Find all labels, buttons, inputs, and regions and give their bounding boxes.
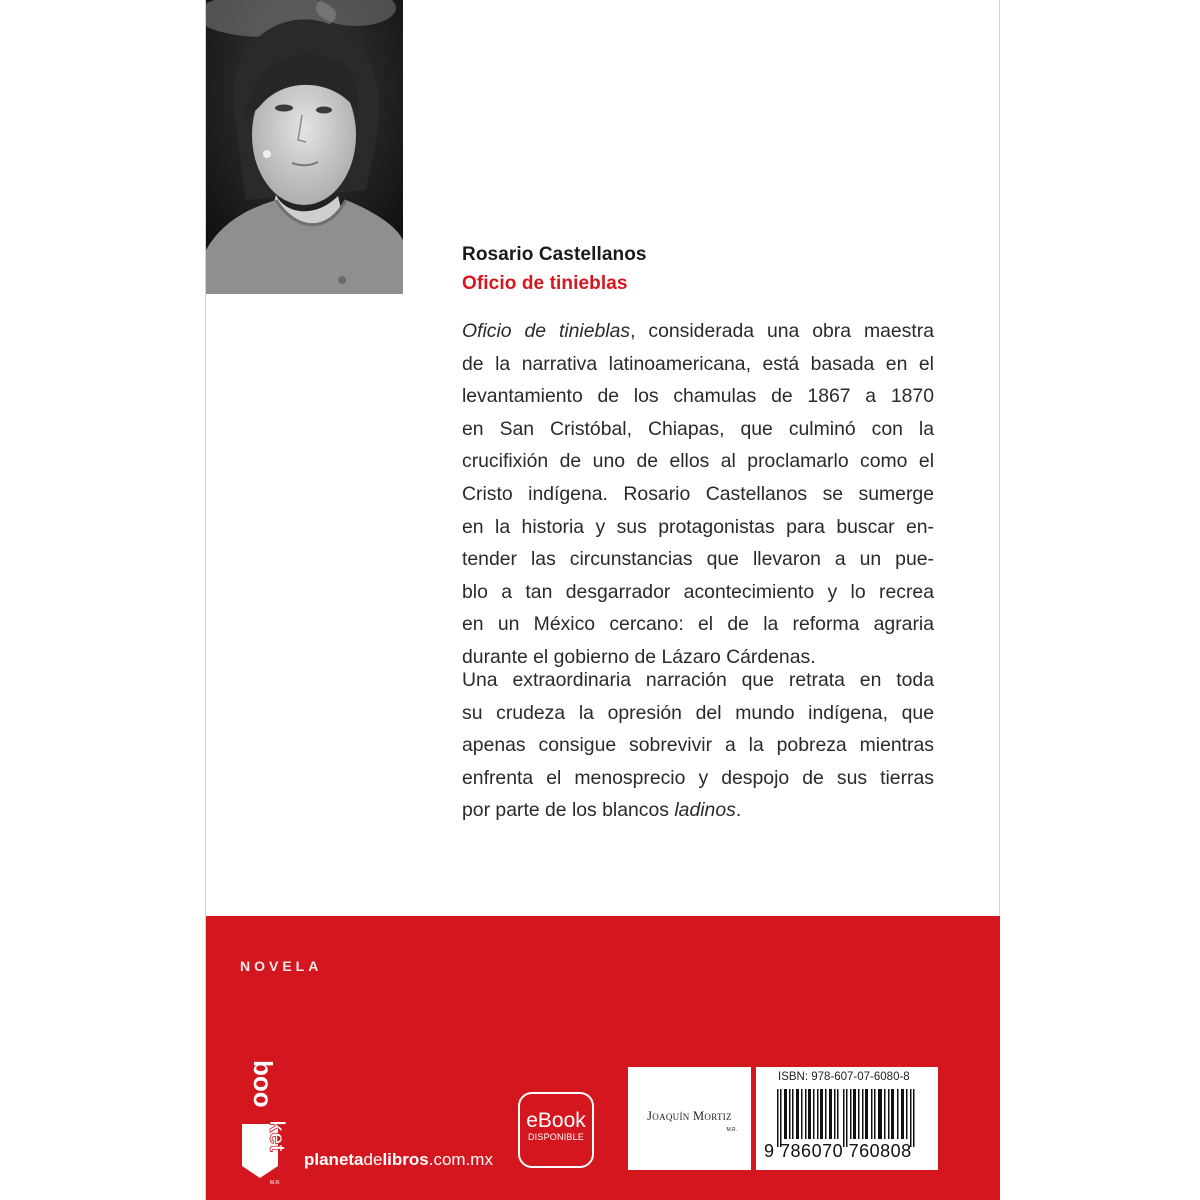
- barcode-icon: [777, 1089, 927, 1147]
- svg-text:boo: boo: [248, 1060, 278, 1108]
- text: .com.mx: [428, 1150, 493, 1169]
- text: 786070: [780, 1141, 844, 1161]
- text: 760808: [848, 1141, 912, 1161]
- synopsis-line: en San Cristóbal, Chiapas, que culminó con la: [462, 417, 934, 440]
- synopsis-line: Una extraordinaria narración que retrata en toda: [462, 669, 934, 691]
- red-footer-band: [206, 916, 1000, 1200]
- synopsis-line: [462, 794, 934, 827]
- synopsis-line: su crudeza la opresión del mundo indígena, que: [462, 701, 934, 724]
- portrait-image: [206, 0, 403, 294]
- synopsis-line: [462, 315, 934, 348]
- book-title: Oficio de tinieblas: [462, 273, 628, 294]
- isbn-label: ISBN: 978-607-07-6080-8: [778, 1071, 910, 1083]
- synopsis-paragraph-2: [462, 664, 934, 827]
- synopsis-paragraph-1: [462, 315, 934, 674]
- svg-text:M.R.: M.R.: [270, 1180, 281, 1186]
- synopsis-line: en la historia y sus protagonistas para buscar en-: [462, 515, 934, 538]
- text: planeta: [304, 1150, 364, 1169]
- ebook-label: eBook: [526, 1109, 586, 1132]
- synopsis-line: tender las circunstancias que llevaron a un pue-: [462, 548, 934, 571]
- text: .: [735, 799, 742, 822]
- website-link[interactable]: [304, 1150, 493, 1170]
- synopsis-line: durante el gobierno de Lázaro Cárdenas.: [462, 645, 816, 668]
- text: libros: [382, 1150, 429, 1169]
- text: 9: [764, 1141, 775, 1161]
- disponible-label: DISPONIBLE: [527, 1132, 585, 1142]
- synopsis-line: levantamiento de los chamulas de 1867 a 1870: [462, 385, 934, 408]
- text: , considerada una obra maestra: [630, 320, 934, 342]
- italic-title: Oficio de tinieblas: [462, 320, 631, 342]
- ebook-available-badge: [518, 1092, 594, 1168]
- svg-text:ket: ket: [265, 1120, 290, 1152]
- publisher-name: Joaquín Mortiz: [647, 1109, 732, 1123]
- publisher-logo-box: [628, 1067, 751, 1170]
- italic-word: ladinos: [674, 799, 736, 822]
- synopsis-line: enfrenta el menosprecio y despojo de sus tierras: [462, 766, 934, 789]
- author-name: Rosario Castellanos: [462, 244, 647, 265]
- genre-label: NOVELA: [240, 958, 323, 974]
- synopsis-line: crucifixión de uno de ellos al proclamarlo como el: [462, 450, 934, 473]
- synopsis-line: apenas consigue sobrevivir a la pobreza mientras: [462, 734, 934, 757]
- booket-logo-icon: [240, 1056, 290, 1186]
- synopsis-line: Cristo indígena. Rosario Castellanos se sumerge: [462, 482, 934, 505]
- synopsis-line: en un México cercano: el de la reforma agraria: [462, 613, 934, 636]
- isbn-barcode-box: [756, 1067, 938, 1170]
- book-back-cover: [205, 0, 1000, 1200]
- synopsis-line: blo a tan desgarrador acontecimiento y lo recrea: [462, 580, 934, 603]
- text: por parte de los blancos: [462, 799, 675, 822]
- barcode-digits: [764, 1141, 912, 1162]
- text: de: [363, 1150, 383, 1169]
- synopsis-line: de la narrativa latinoamericana, está basada en el: [462, 352, 934, 375]
- author-photo: [206, 0, 403, 294]
- trademark-mark: M.R.: [726, 1127, 737, 1133]
